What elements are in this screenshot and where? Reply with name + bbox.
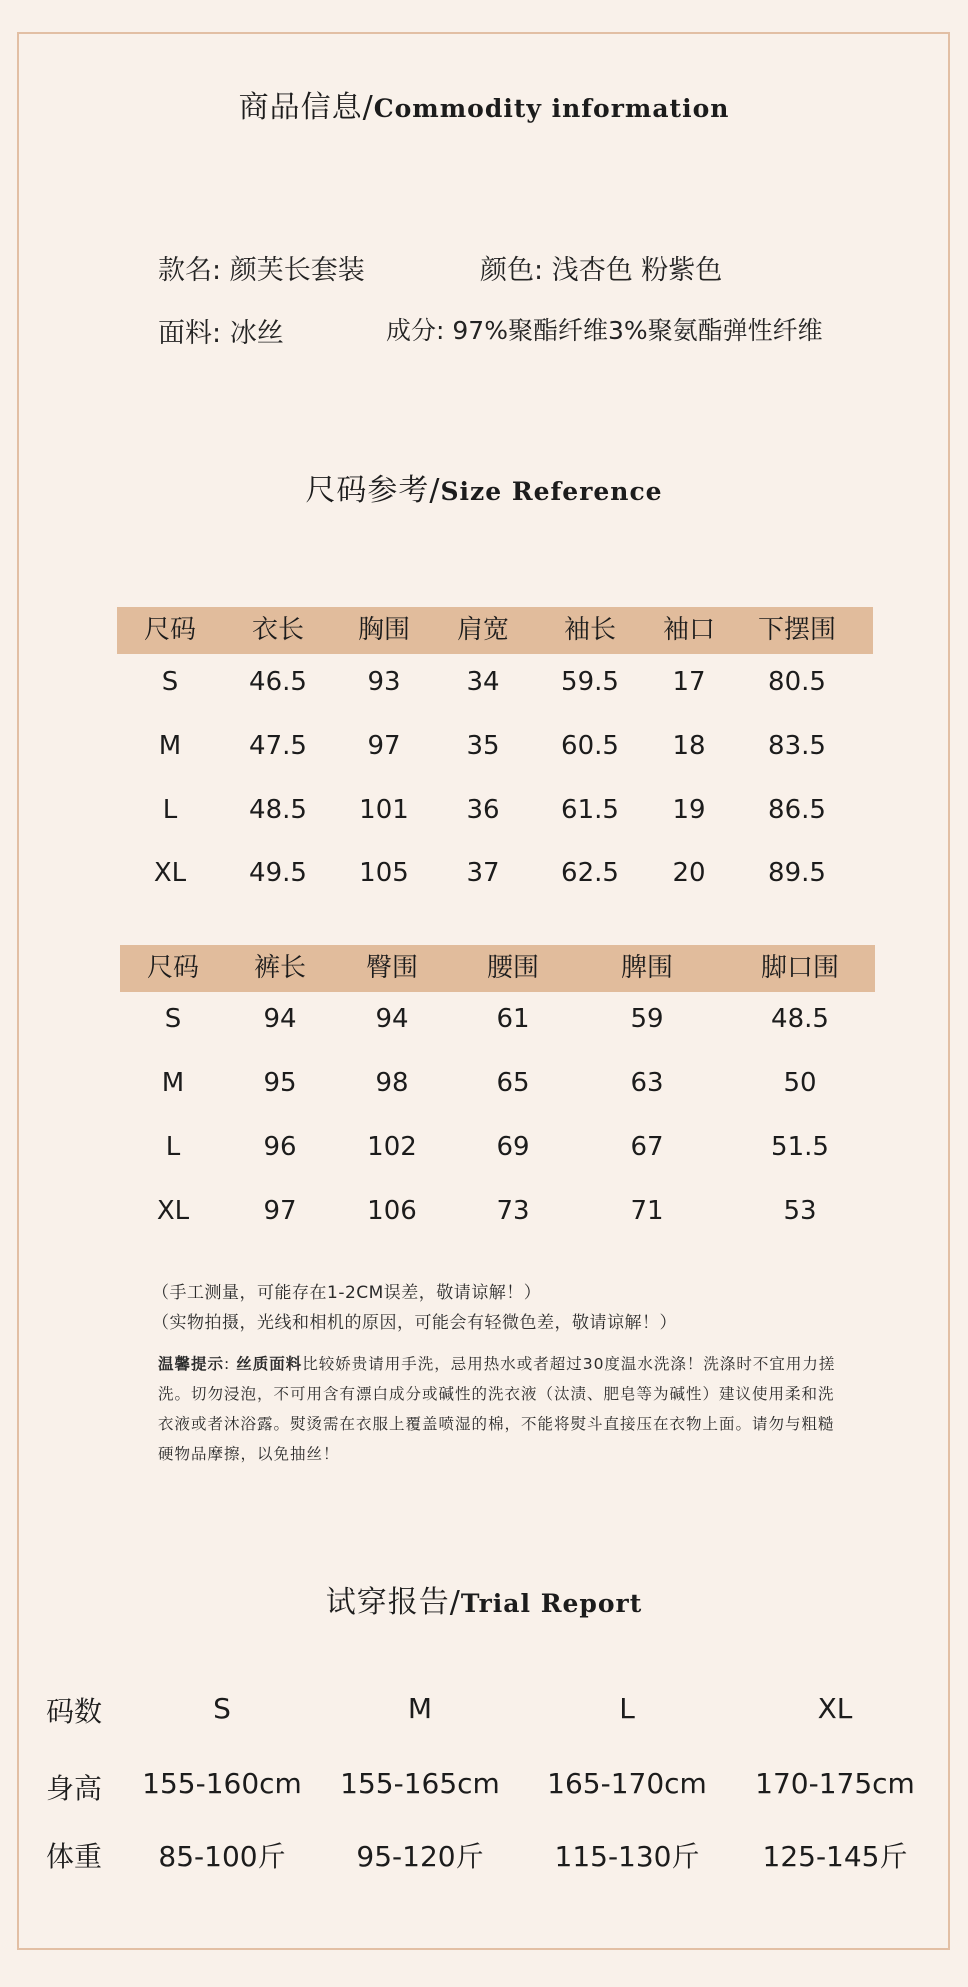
- table-cell: 53: [783, 1196, 817, 1226]
- style-label: 款名:: [158, 255, 222, 286]
- pants-table-header-cell: 脾围: [620, 953, 673, 983]
- size-reference-title-cn: 尺码参考/: [305, 473, 441, 508]
- table-cell: 17: [672, 667, 706, 697]
- table-cell: 96: [263, 1132, 297, 1162]
- table-cell: 50: [783, 1068, 817, 1098]
- trial-height-cell: 155-165cm: [340, 1767, 500, 1800]
- table-cell: 98: [375, 1068, 409, 1098]
- size-reference-title-en: Size Reference: [440, 477, 663, 506]
- table-cell: S: [161, 667, 179, 697]
- top-table-header-cell: 肩宽: [456, 615, 509, 645]
- table-cell: 73: [496, 1196, 530, 1226]
- table-cell: S: [164, 1004, 182, 1034]
- table-cell: 97: [367, 731, 401, 761]
- tip-bold: 丝质面料: [236, 1355, 303, 1373]
- trial-weight-cell: 95-120斤: [356, 1840, 484, 1873]
- table-cell: 93: [367, 667, 401, 697]
- table-cell: M: [161, 1068, 185, 1098]
- tip-text: 比较娇贵请用手洗，忌用热水或者超过30度温水洗涤！洗涤时不宜用力搓洗。切勿浸泡，不可用含有漂白成分或碱性的洗衣液（汰渍、肥皂等为碱性）建议使用柔和洗衣液或者沐浴露。熨烫需在衣服上覆盖喷湿的棉，不能将熨斗直接压在衣物上面。请勿与粗糙硬物品摩擦，以免抽丝！: [158, 1355, 836, 1463]
- table-cell: 80.5: [768, 667, 826, 697]
- trial-weight-cell: 115-130斤: [554, 1840, 700, 1873]
- top-table-header-cell: 衣长: [251, 615, 304, 645]
- table-cell: 37: [466, 858, 500, 888]
- trial-weight-cell: 85-100斤: [158, 1840, 286, 1873]
- top-table-header-cell: 尺码: [143, 615, 196, 645]
- pants-table-header-cell: 裤长: [253, 953, 306, 983]
- table-cell: 102: [367, 1132, 417, 1162]
- tip-colon: :: [224, 1355, 231, 1373]
- table-cell: 97: [263, 1196, 297, 1226]
- color-label: 颜色:: [480, 255, 544, 286]
- table-cell: 71: [630, 1196, 664, 1226]
- table-cell: 94: [263, 1004, 297, 1034]
- pants-table-header-cell: 臀围: [365, 953, 418, 983]
- table-cell: 36: [466, 795, 500, 825]
- table-cell: 106: [367, 1196, 417, 1226]
- trial-report-title-cn: 试穿报告/: [325, 1585, 461, 1620]
- fabric-label: 面料:: [158, 318, 222, 349]
- fabric-value: 冰丝: [229, 318, 284, 349]
- table-cell: XL: [153, 858, 187, 888]
- pants-table-header-cell: 尺码: [146, 953, 199, 983]
- table-cell: 35: [466, 731, 500, 761]
- table-cell: 48.5: [249, 795, 307, 825]
- table-cell: 20: [672, 858, 706, 888]
- pants-table-header-cell: 脚口围: [760, 953, 839, 983]
- table-cell: 69: [496, 1132, 530, 1162]
- table-cell: 94: [375, 1004, 409, 1034]
- color-value: 浅杏色 粉紫色: [551, 255, 723, 286]
- table-cell: XL: [156, 1196, 190, 1226]
- table-cell: 105: [359, 858, 409, 888]
- commodity-title-cn: 商品信息/: [238, 90, 374, 125]
- trial-size-cell: L: [619, 1692, 635, 1725]
- trial-height-cell: 170-175cm: [755, 1767, 915, 1800]
- table-cell: 95: [263, 1068, 297, 1098]
- trial-row-label: 码数: [46, 1695, 103, 1728]
- table-cell: 101: [359, 795, 409, 825]
- table-cell: 61: [496, 1004, 530, 1034]
- photo-note: （实物拍摄，光线和相机的原因，可能会有轻微色差，敬请谅解！）: [152, 1313, 677, 1333]
- tip-label: 温馨提示: [158, 1355, 225, 1373]
- composition-label: 成分:: [386, 316, 445, 345]
- trial-row-label: 身高: [46, 1772, 103, 1805]
- trial-weight-cell: 125-145斤: [762, 1840, 908, 1873]
- table-cell: 59: [630, 1004, 664, 1034]
- table-cell: 63: [630, 1068, 664, 1098]
- table-cell: L: [162, 795, 178, 825]
- table-cell: 51.5: [771, 1132, 829, 1162]
- measure-note: （手工测量，可能存在1-2CM误差，敬请谅解！）: [152, 1283, 542, 1303]
- table-cell: 61.5: [561, 795, 619, 825]
- table-cell: 67: [630, 1132, 664, 1162]
- commodity-title-en: Commodity information: [373, 94, 730, 123]
- pants-table-header-cell: 腰围: [486, 953, 539, 983]
- trial-row-label: 体重: [46, 1840, 103, 1873]
- top-table-header-cell: 胸围: [357, 615, 410, 645]
- trial-report-title-en: Trial Report: [460, 1589, 643, 1618]
- top-table-header-cell: 袖口: [662, 615, 715, 645]
- table-cell: 49.5: [249, 858, 307, 888]
- table-cell: M: [158, 731, 182, 761]
- table-cell: 48.5: [771, 1004, 829, 1034]
- style-value: 颜芙长套装: [229, 255, 365, 286]
- table-cell: 19: [672, 795, 706, 825]
- table-cell: 89.5: [768, 858, 826, 888]
- trial-height-cell: 155-160cm: [142, 1767, 302, 1800]
- table-cell: 34: [466, 667, 500, 697]
- table-cell: 59.5: [561, 667, 619, 697]
- table-cell: 83.5: [768, 731, 826, 761]
- trial-size-cell: M: [407, 1692, 433, 1725]
- top-table-header-cell: 下摆围: [757, 615, 836, 645]
- composition-value: 97%聚酯纤维3%聚氨酯弹性纤维: [452, 316, 823, 345]
- trial-size-cell: XL: [817, 1692, 853, 1725]
- top-table-header-cell: 袖长: [563, 615, 616, 645]
- table-cell: 62.5: [561, 858, 619, 888]
- table-cell: 46.5: [249, 667, 307, 697]
- trial-height-cell: 165-170cm: [547, 1767, 707, 1800]
- table-cell: 60.5: [561, 731, 619, 761]
- table-cell: 47.5: [249, 731, 307, 761]
- table-cell: 86.5: [768, 795, 826, 825]
- trial-size-cell: S: [213, 1692, 231, 1725]
- table-cell: 18: [672, 731, 706, 761]
- table-cell: L: [165, 1132, 181, 1162]
- table-cell: 65: [496, 1068, 530, 1098]
